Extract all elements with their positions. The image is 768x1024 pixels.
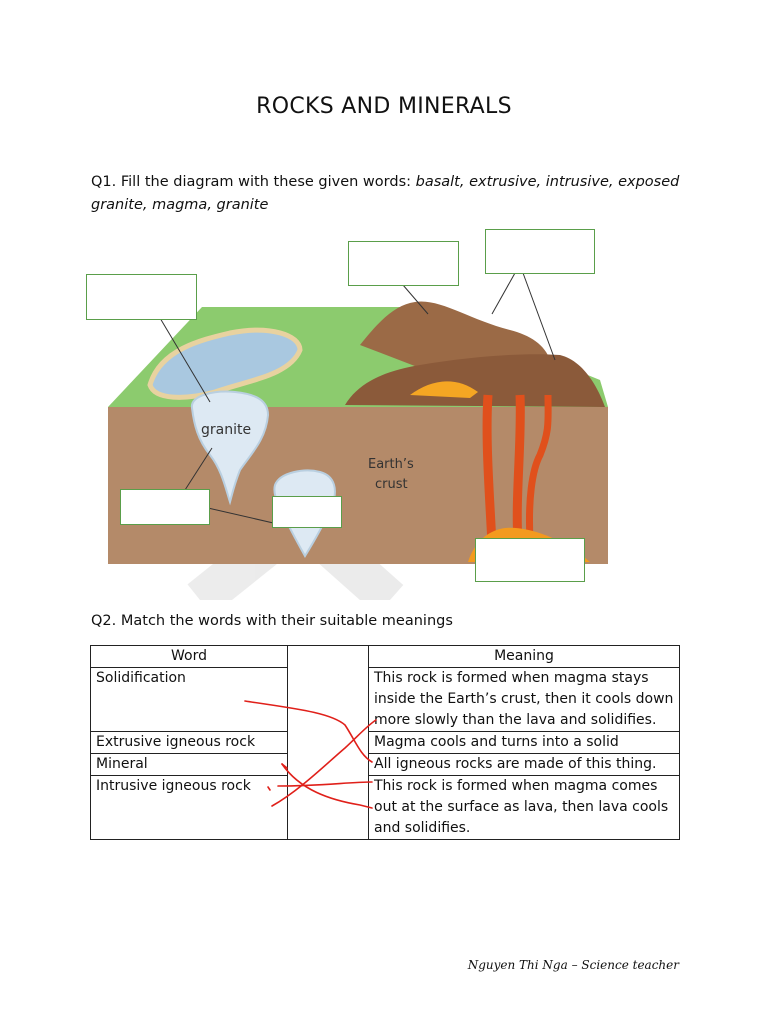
table-row <box>91 776 680 840</box>
answer-box-magma[interactable] <box>475 538 585 582</box>
earth-crust-label-line2: crust <box>375 477 408 492</box>
answer-box-small-intrusion[interactable] <box>272 496 342 528</box>
meaning-cell: This rock is formed when magma stays inside the Earth’s crust, then it cools down more slowly than the lava and solidifies. <box>369 668 680 732</box>
matching-table <box>90 645 680 840</box>
matching-gap-column <box>288 646 369 840</box>
word-cell: Mineral <box>91 754 288 776</box>
question-1-prompt: Q1. Fill the diagram with these given words: <box>91 174 416 190</box>
granite-label: granite <box>201 422 252 438</box>
table-row <box>91 754 680 776</box>
word-cell: Intrusive igneous rock <box>91 776 288 840</box>
answer-box-exposed-granite[interactable] <box>86 274 197 320</box>
question-2-prompt: Q2. Match the words with their suitable meanings <box>91 613 453 629</box>
answer-box-mountain[interactable] <box>348 241 459 286</box>
meaning-cell: All igneous rocks are made of this thing. <box>369 754 680 776</box>
answer-box-intrusion[interactable] <box>120 489 210 525</box>
page-title: ROCKS AND MINERALS <box>256 94 512 119</box>
header-word: Word <box>91 646 288 668</box>
word-cell: Extrusive igneous rock <box>91 732 288 754</box>
answer-box-volcano[interactable] <box>485 229 595 274</box>
table-header-row <box>91 646 680 668</box>
table-row <box>91 732 680 754</box>
meaning-cell: Magma cools and turns into a solid <box>369 732 680 754</box>
word-cell: Solidification <box>91 668 288 732</box>
table-row <box>91 668 680 732</box>
question-1-word-list: basalt, extrusive, intrusive, exposed granite, magma, granite <box>91 174 680 213</box>
meaning-cell: This rock is formed when magma comes out at the surface as lava, then lava cools and solidifies. <box>369 776 680 840</box>
header-meaning: Meaning <box>369 646 680 668</box>
author-footer: Nguyen Thi Nga – Science teacher <box>467 958 679 972</box>
earth-crust-label-line1: Earth’s <box>368 457 414 472</box>
